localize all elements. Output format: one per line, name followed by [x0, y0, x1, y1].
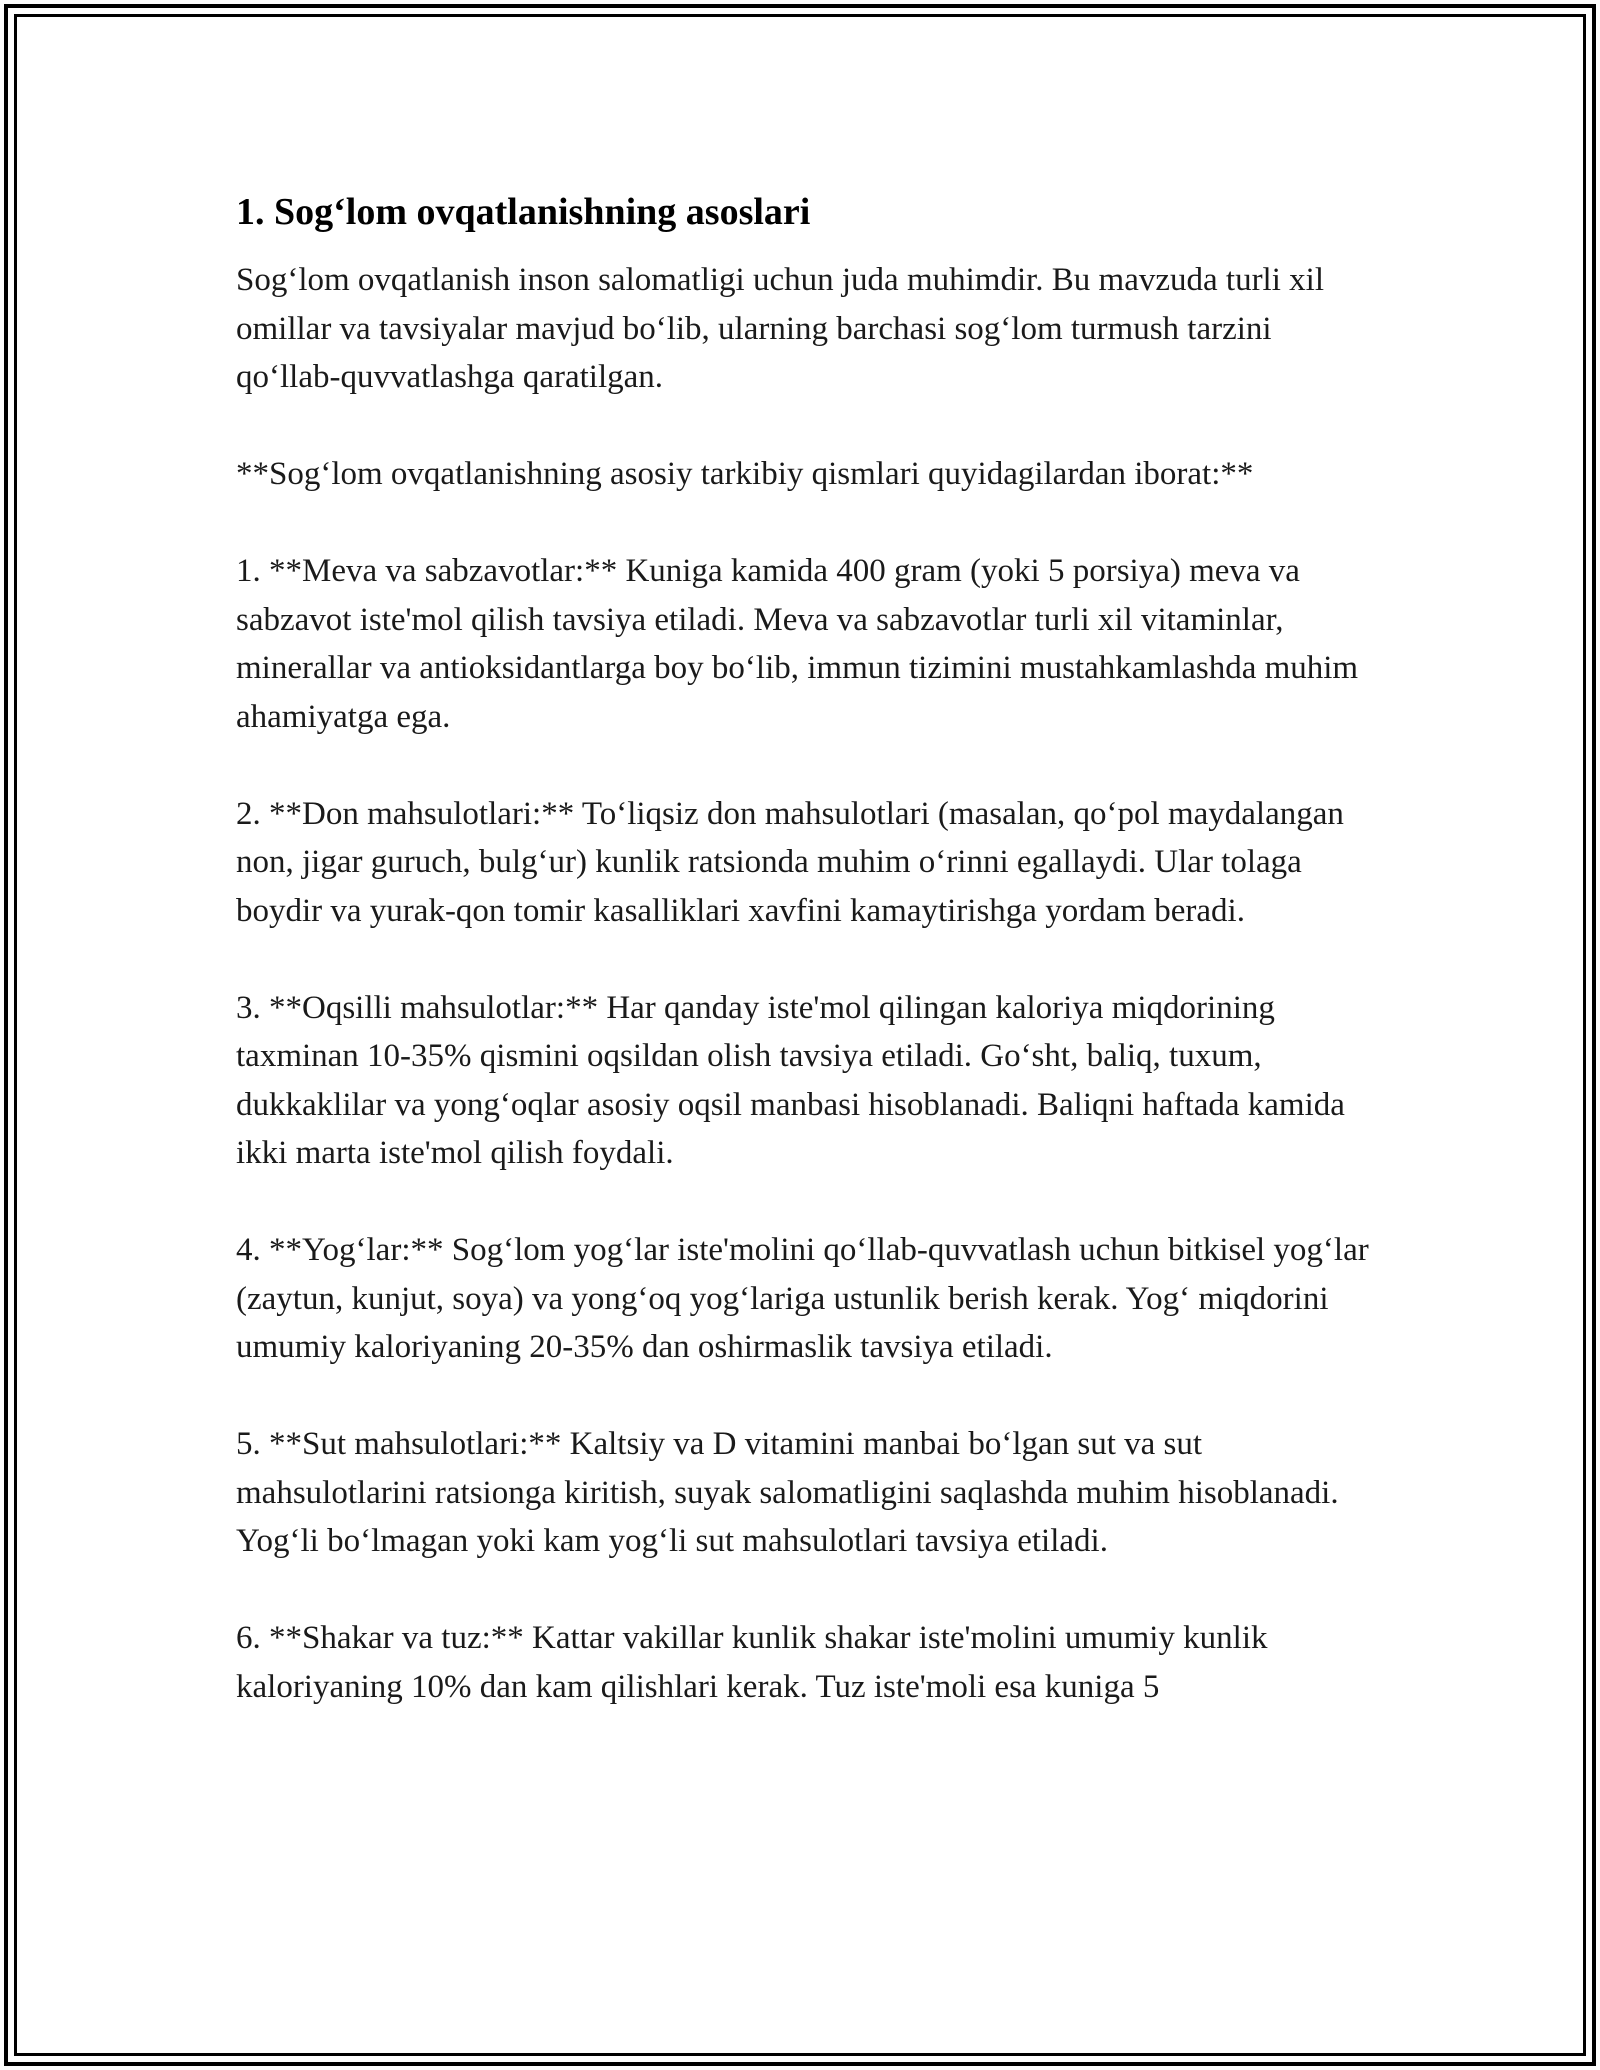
section-heading: 1. Sog‘lom ovqatlanishning asoslari [236, 191, 811, 233]
list-item-sugar-salt: 6. **Shakar va tuz:** Kattar vakillar kunlik shakar iste'molini umumiy kunlik kaloriyaning 10% dan kam qilishlari kerak. Tuz iste'moli esa kuniga 5 [236, 1620, 1268, 1705]
list-item-fruits-vegetables: 1. **Meva va sabzavotlar:** Kuniga kamida 400 gram (yoki 5 porsiya) meva va sabzavot iste'mol qilish tavsiya etiladi. Meva va sabzavotlar turli xil vitaminlar, minerallar va antioksidantlarga boy bo‘lib, immun tizimini mustahkamlashda muhim ahamiyatga ega. [236, 553, 1359, 735]
intro-paragraph: Sog‘lom ovqatlanish inson salomatligi uchun juda muhimdir. Bu mavzuda turli xil omillar va tavsiyalar mavjud bo‘lib, ularning barchasi sog‘lom turmush tarzini qo‘llab-quvvatlashga qaratilgan. [236, 262, 1324, 395]
list-item-dairy: 5. **Sut mahsulotlari:** Kaltsiy va D vitamini manbai bo‘lgan sut va sut mahsulotlarini ratsionga kiritish, suyak salomatligini saqlashda muhim hisoblanadi. Yog‘li bo‘lmagan yoki kam yog‘li sut mahsulotlari tavsiya etiladi. [236, 1426, 1339, 1559]
document-body [236, 186, 1376, 1711]
lead-paragraph: **Sog‘lom ovqatlanishning asosiy tarkibiy qismlari quyidagilardan iborat:** [236, 456, 1254, 492]
list-item-grains: 2. **Don mahsulotlari:** To‘liqsiz don mahsulotlari (masalan, qo‘pol maydalangan non, jigar guruch, bulg‘ur) kunlik ratsionda muhim o‘rinni egallaydi. Ular tolaga boydir va yurak-qon tomir kasalliklari xavfini kamaytirishga yordam beradi. [236, 795, 1344, 929]
list-item-proteins: 3. **Oqsilli mahsulotlar:** Har qanday iste'mol qilingan kaloriya miqdorining taxminan 10-35% qismini oqsildan olish tavsiya etiladi. Go‘sht, baliq, tuxum, dukkaklilar va yong‘oqlar asosiy oqsil manbasi hisoblanadi. Baliqni haftada kamida ikki marta iste'mol qilish foydali. [236, 989, 1345, 1171]
list-item-fats: 4. **Yog‘lar:** Sog‘lom yog‘lar iste'molini qo‘llab-quvvatlash uchun bitkisel yog‘lar (zaytun, kunjut, soya) va yong‘oq yog‘lariga ustunlik berish kerak. Yog‘ miqdorini umumiy kaloriyaning 20-35% dan oshirmaslik tavsiya etiladi. [236, 1232, 1369, 1365]
